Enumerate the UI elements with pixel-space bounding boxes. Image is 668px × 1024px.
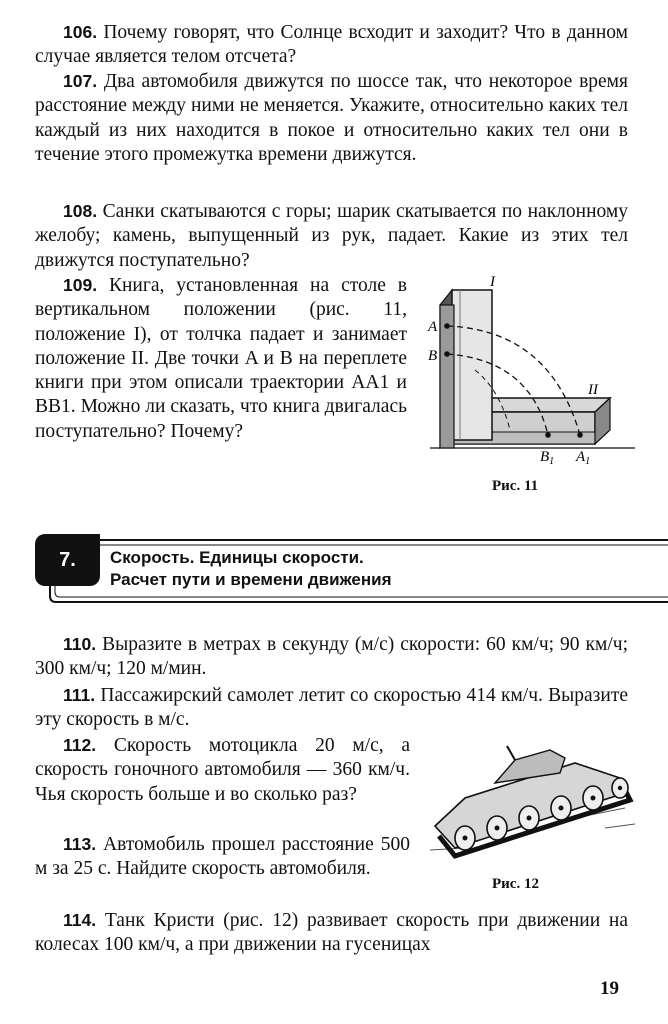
- problem-110: [35, 632, 628, 682]
- problem-number: 108.: [63, 201, 98, 221]
- problem-number: 114.: [63, 910, 97, 930]
- problem-108: [35, 199, 628, 273]
- label-position-1: I: [490, 274, 495, 290]
- problem-number: 107.: [63, 71, 98, 91]
- problem-text: Автомобиль прошел расстояние 500 м за 25 с. Найдите скорость автомобиля.: [35, 834, 410, 880]
- problem-107: [35, 69, 628, 167]
- problem-text: Санки скатываются с горы; шарик скатывается по наклонному желобу; камень, выпущенный из рук, падает. Какие из этих тел движутся поступательно?: [35, 201, 628, 271]
- label-b: B: [428, 348, 438, 364]
- figure-11-book-diagram: [420, 270, 640, 470]
- label-a1-sub: 1: [585, 456, 591, 467]
- problem-number: 106.: [63, 22, 98, 42]
- label-a1: [575, 449, 590, 467]
- problem-number: 109.: [63, 275, 98, 295]
- figure-12-tank-illustration: [425, 738, 640, 868]
- problem-109: [35, 273, 407, 444]
- problem-text: Почему говорят, что Солнце всходит и заходит? Что в данном случае является телом отсчета?: [35, 22, 628, 68]
- section-title-line-1: Скорость. Единицы скорости.: [110, 548, 364, 567]
- label-b1: [540, 449, 554, 467]
- problem-text: Выразите в метрах в секунду (м/с) скорости: 60 км/ч; 90 км/ч; 300 км/ч; 120 м/мин.: [35, 634, 628, 680]
- label-b1-letter: B: [540, 449, 550, 465]
- label-position-2: II: [588, 382, 598, 398]
- problem-114: [35, 908, 628, 958]
- problem-text: Скорость мотоцикла 20 м/с, а скорость гоночного автомобиля — 360 км/ч. Чья скорость больше и во сколько раз?: [35, 735, 410, 805]
- page-number: 19: [600, 978, 619, 999]
- problem-113: [35, 832, 410, 882]
- label-a: A: [428, 319, 438, 335]
- problem-number: 110.: [63, 634, 97, 654]
- figure-12-caption: Рис. 12: [492, 876, 539, 892]
- figure-11-caption: Рис. 11: [492, 478, 539, 494]
- section-title-line-2: Расчет пути и времени движения: [110, 570, 392, 589]
- label-a1-letter: A: [576, 449, 586, 465]
- problem-text: Книга, установленная на столе в вертикальном положении (рис. 11, положение I), от толчка падает и занимает положение II. Две точки A и B на переплете книги при этом описали траектории AA1 и BB1. Можно ли сказать, что книга двигалась поступательно? Почему?: [35, 275, 407, 442]
- section-number-badge: 7.: [35, 534, 100, 586]
- label-b1-sub: 1: [549, 456, 555, 467]
- problem-text: Два автомобиля движутся по шоссе так, что некоторое время расстояние между ними не меняется. Укажите, относительно каких тел каждый из них находится в покое и относительно каких тел они в течение этого промежутка времени движутся.: [35, 71, 628, 165]
- section-title: [110, 547, 392, 591]
- problem-number: 112.: [63, 735, 97, 755]
- problem-number: 113.: [63, 834, 97, 854]
- problem-106: [35, 20, 628, 70]
- problem-111: [35, 683, 628, 733]
- problem-text: Пассажирский самолет летит со скоростью 414 км/ч. Выразите эту скорость в м/с.: [35, 685, 628, 731]
- problem-112: [35, 733, 410, 807]
- problem-text: Танк Кристи (рис. 12) развивает скорость при движении на колесах 100 км/ч, а при движении на гусеницах: [35, 910, 628, 956]
- problem-number: 111.: [63, 685, 96, 705]
